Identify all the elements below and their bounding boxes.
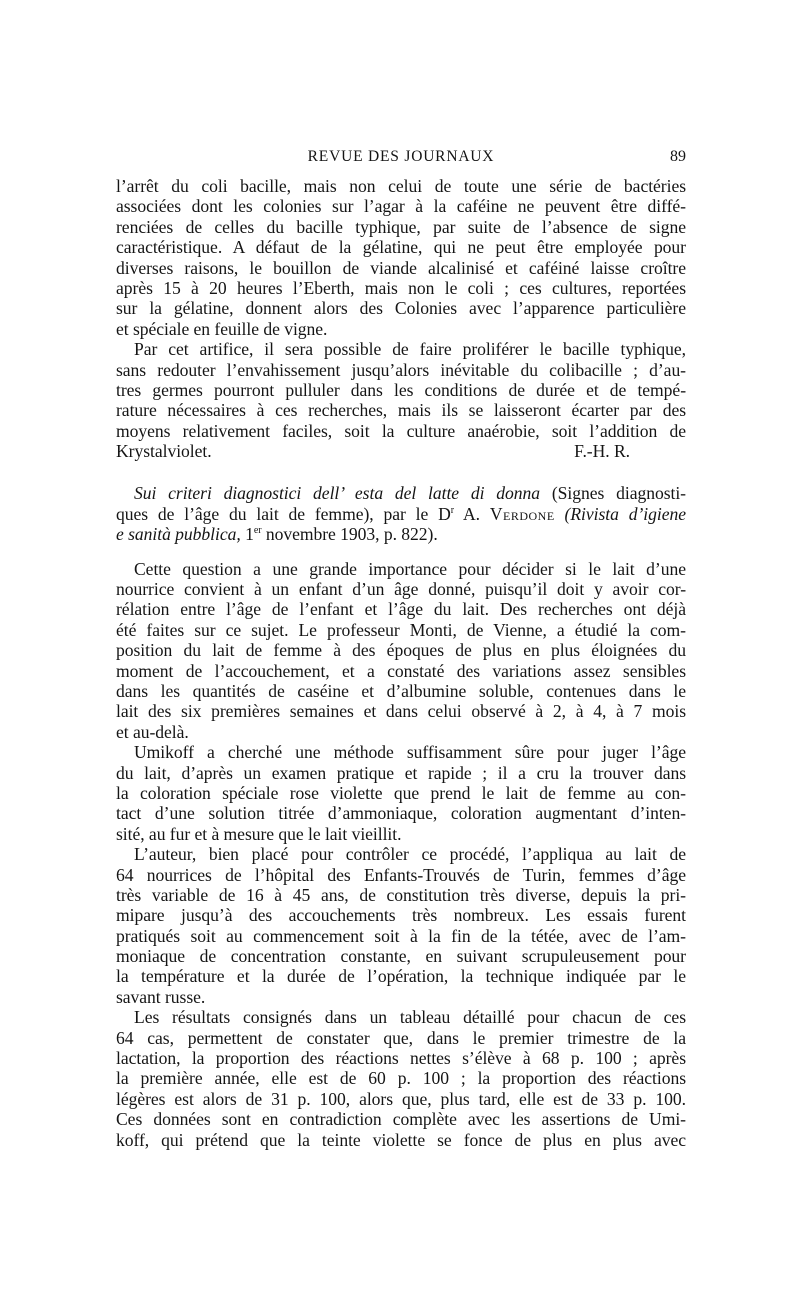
- paragraph-author-study: [116, 844, 686, 1007]
- text-line: sité, au fur et à mesure que le lait vieillit.: [116, 823, 402, 844]
- text-line: du lait, d’après un examen pratique et rapide ; il a cru la trouver dans: [116, 762, 686, 783]
- text-line: l’arrêt du coli bacille, mais non celui de toute une série de bactéries: [116, 176, 686, 196]
- text-line: associées dont les colonies sur l’agar à la caféine ne peuvent être diffé-: [116, 196, 686, 217]
- heading-line: [116, 483, 686, 503]
- text-line: renciées de celles du bacille typhique, par suite de l’absence de signe: [116, 216, 686, 237]
- text-line: et au-delà.: [116, 721, 189, 742]
- text-line: très variable de 16 à 45 ans, de constitution très diverse, depuis la pri-: [116, 884, 686, 905]
- journal-name: (Rivista d’igiene: [564, 503, 686, 524]
- section-gap: [116, 461, 686, 483]
- text-line: Umikoff a cherché une méthode suffisamment sûre pour juger l’âge: [134, 742, 686, 763]
- text-line: caractéristique. A défaut de la gélatine, qui ne peut être employée pour: [116, 237, 686, 258]
- text-line: diverses raisons, le bouillon de viande alcalinisé et caféiné laisse croître: [116, 257, 686, 278]
- text-line: moment de l’accouchement, et a constaté des variations assez sensibles: [116, 660, 686, 681]
- text-line: Cette question a une grande importance pour décider si le lait d’une: [134, 558, 686, 579]
- paragraph-culture-method: [116, 176, 686, 339]
- date-rest: novembre 1903, p. 822).: [265, 524, 438, 545]
- paragraph-question: [116, 559, 686, 743]
- text-line: pratiqués soit au commencement soit à la fin de la tétée, avec de l’am-: [116, 925, 686, 946]
- text-line: la température et la durée de l’opération, la technique indiquée par le: [116, 966, 686, 987]
- page-number: 89: [670, 148, 686, 165]
- article-title: Sui criteri diagnostici dell’ esta del latte di donna: [134, 483, 541, 504]
- text-line: 64 nourrices de l’hôpital des Enfants-Trouvés de Turin, femmes d’âge: [116, 864, 686, 885]
- date-day-sup: er: [253, 525, 262, 537]
- text-line: Par cet artifice, il sera possible de faire proliférer le bacille typhique,: [134, 339, 686, 360]
- text-line: sans redouter l’envahissement jusqu’alors inévitable du colibacille ; d’au-: [116, 359, 686, 380]
- author-initial: A.: [462, 503, 480, 524]
- paragraph-umikoff: [116, 742, 686, 844]
- text-line: après 15 à 20 heures l’Eberth, mais non le coli ; ces cultures, reportées: [116, 277, 686, 298]
- text-line: koff, qui prétend que la teinte violette se fonce de plus en plus avec: [116, 1129, 686, 1150]
- title-translation: (Signes diagnosti-: [551, 483, 686, 504]
- text-line: rature nécessaires à ces recherches, mais ils se laisseront écarter par des: [116, 400, 686, 421]
- author-prefix-sup: r: [450, 504, 455, 516]
- paragraph-artifice: [116, 339, 686, 461]
- text-line: moyens relativement faciles, soit la culture anaérobie, soit l’addition de: [116, 420, 686, 441]
- running-title: REVUE DES JOURNAUX: [307, 148, 495, 165]
- author-prefix: par le D: [383, 503, 451, 524]
- text-line: L’auteur, bien placé pour contrôler ce procédé, l’appliqua au lait de: [134, 844, 686, 865]
- document-page: [116, 148, 686, 1150]
- text-line: été faites sur ce sujet. Le professeur Monti, de Vienne, a étudié la com-: [116, 619, 686, 640]
- text-line: rélation entre l’âge de l’enfant et l’âge du lait. Des recherches ont déjà: [116, 599, 686, 620]
- text-line: Les résultats consignés dans un tableau détaillé pour chacun de ces: [134, 1007, 686, 1028]
- page-header: [116, 148, 686, 176]
- author-name: Verdone: [489, 503, 555, 524]
- text-line: et spéciale en feuille de vigne.: [116, 318, 328, 339]
- text-line: la coloration spéciale rose violette que prend le lait de femme au con-: [116, 782, 686, 803]
- text-line: Ces données sont en contradiction complète avec les assertions de Umi-: [116, 1109, 686, 1130]
- signature-line: [116, 441, 686, 461]
- paragraph-results: [116, 1007, 686, 1150]
- text-line: légères est alors de 31 p. 100, alors que, plus tard, elle est de 33 p. 100.: [116, 1088, 686, 1109]
- date-day: 1: [245, 524, 254, 545]
- author-signature: F.-H. R.: [574, 441, 630, 462]
- section-gap: [116, 545, 686, 559]
- journal-name-cont: e sanità pubblica,: [116, 524, 241, 545]
- heading-line: [116, 524, 686, 544]
- title-translation-cont: ques de l’âge du lait de femme),: [116, 503, 374, 524]
- text-line: nourrice convient à un enfant d’un âge donné, puisqu’il doit y avoir cor-: [116, 579, 686, 600]
- text-line: tact d’une solution titrée d’ammoniaque, coloration augmentant d’inten-: [116, 803, 686, 824]
- text-line: lait des six premières semaines et dans celui observé à 2, à 4, à 7 mois: [116, 701, 686, 722]
- text-line: tres germes pourront pulluler dans les conditions de durée et de tempé-: [116, 379, 686, 400]
- text-line: la première année, elle est de 60 p. 100 ; la proportion des réactions: [116, 1068, 686, 1089]
- text-line: lactation, la proportion des réactions nettes s’élève à 68 p. 100 ; après: [116, 1048, 686, 1069]
- text-line: savant russe.: [116, 986, 206, 1007]
- text-line: position du lait de femme à des époques de plus en plus éloignées du: [116, 640, 686, 661]
- article-heading: [116, 483, 686, 544]
- heading-line: [116, 504, 686, 524]
- text-line: 64 cas, permettent de constater que, dans le premier trimestre de la: [116, 1027, 686, 1048]
- text-line: moniaque de concentration constante, en suivant scrupuleusement pour: [116, 946, 686, 967]
- text-line: sur la gélatine, donnent alors des Colonies avec l’apparence particulière: [116, 298, 686, 319]
- text-line-end: Krystalviolet.: [116, 441, 212, 462]
- text-line: mipare jusqu’à des accouchements très nombreux. Les essais furent: [116, 905, 686, 926]
- text-line: dans les quantités de caséine et d’albumine soluble, contenues dans le: [116, 680, 686, 701]
